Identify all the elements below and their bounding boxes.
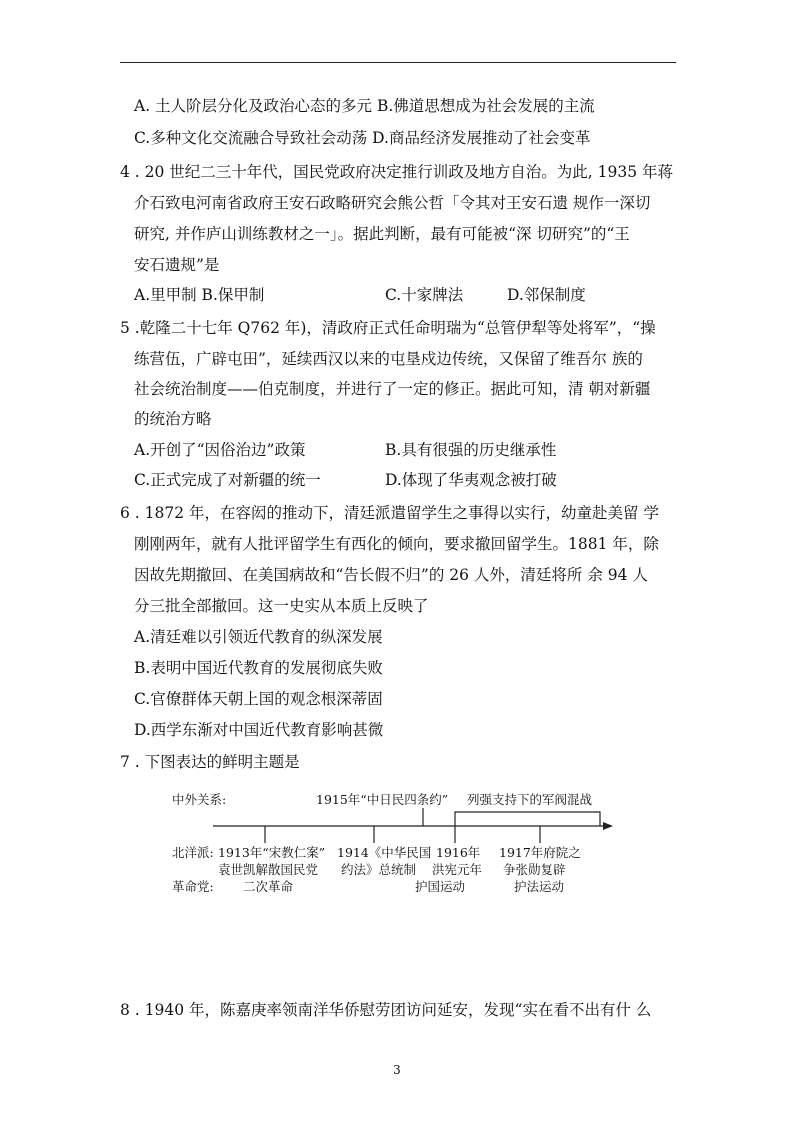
page-number: 3: [393, 1063, 401, 1077]
q4-stem-line-1: 4 . 20 世纪二三十年代，国民党政府决定推行训政及地方自治。为此, 1935 年蒋: [120, 163, 674, 181]
q5-stem-line-2: 练营伍，广辟屯田”，延续西汉以来的屯垦戍边传统，又保留了维吾尔 族的: [134, 350, 643, 368]
foreign-event-1915: 1915年“中日民四条约”: [316, 792, 449, 807]
event-1916-line-2: 洪宪元年: [432, 862, 483, 877]
q5-stem-line-1: 5 .乾隆二十七年 Q762 年)，清政府正式任命明瑞为“总管伊犁等处将军”，“操: [120, 319, 656, 337]
q5-option-a: A.开创了“因俗治边”政策: [134, 441, 306, 459]
event-1917-line-1: 1917年府院之: [499, 845, 581, 860]
q4-stem-line-2: 介石致电河南省政府王安石政略研究会熊公哲「令其对王安石遗 规作一深切: [134, 194, 651, 212]
q5-option-b: B.具有很强的历史继承性: [385, 441, 557, 459]
event-1917-line-2: 争张勋复辟: [503, 862, 566, 877]
event-1913-revolution: 二次革命: [243, 879, 294, 894]
q4-option-ab: A.里甲制 B.保甲制: [134, 286, 265, 304]
q4-stem-line-4: 安石遗规”是: [134, 256, 220, 274]
q5-option-d: D.体现了华夷观念被打破: [385, 471, 557, 489]
event-1913-line-2: 袁世凯解散国民党: [218, 862, 319, 877]
revolution-label: 革命党:: [172, 879, 214, 894]
q6-option-a: A.清廷难以引领近代教育的纵深发展: [134, 628, 383, 646]
q5-stem-line-3: 社会统治制度——伯克制度，并进行了一定的修正。据此可知，清 朝对新疆: [134, 380, 651, 398]
q6-stem-line-2: 刚刚两年，就有人批评留学生有西化的倾向，要求撤回留学生。1881 年，除: [134, 535, 659, 553]
warlord-bracket: [455, 812, 600, 826]
event-1913-line-1: 1913年“宋教仁案”: [218, 845, 326, 860]
warlord-label: 列强支持下的军阀混战: [467, 792, 593, 807]
q4-stem-line-3: 研究, 并作庐山训练教材之一」。据此判断，最有可能被“深 切研究”的“王: [134, 225, 630, 243]
q4-option-c: C.十家牌法: [385, 286, 464, 304]
header-rule: [120, 62, 676, 63]
event-1916-line-1: 1916年: [436, 845, 481, 860]
q7-stem: 7 . 下图表达的鲜明主题是: [120, 753, 300, 771]
q6-stem-line-1: 6 . 1872 年，在容闳的推动下，清廷派遣留学生之事得以实行，幼童赴美留 学: [120, 504, 659, 522]
q3-options-cd: C.多种文化交流融合导致社会动荡 D.商品经济发展推动了社会变革: [134, 129, 591, 147]
q8-stem-line-1: 8 . 1940 年，陈嘉庚率领南洋华侨慰劳团访问延安，发现“实在看不出有什 么: [120, 1001, 652, 1019]
q6-option-c: C.官僚群体天朝上国的观念根深蒂固: [134, 690, 383, 708]
foreign-relations-label: 中外关系:: [172, 792, 227, 807]
q3-options-ab: A. 土人阶层分化及政治心态的多元 B.佛道思想成为社会发展的主流: [134, 97, 595, 115]
event-1916-revolution: 护国运动: [415, 879, 466, 894]
beiyang-label: 北洋派:: [172, 845, 214, 860]
q6-option-b: B.表明中国近代教育的发展彻底失败: [134, 659, 383, 677]
q4-option-d: D.邻保制度: [507, 286, 586, 304]
event-1917-revolution: 护法运动: [514, 879, 565, 894]
q5-stem-line-4: 的统治方略: [134, 410, 212, 428]
q5-option-c: C.正式完成了对新疆的统一: [134, 471, 321, 489]
q6-option-d: D.西学东渐对中国近代教育影响甚微: [134, 721, 384, 739]
timeline-arrow-icon: [603, 822, 613, 830]
q6-stem-line-4: 分三批全部撤回。这一史实从本质上反映了: [134, 597, 429, 615]
event-1914-line-1: 1914《中华民国: [337, 845, 432, 860]
q6-stem-line-3: 因故先期撤回、在美国病故和“告长假不归”的 26 人外，清廷将所 余 94 人: [134, 566, 648, 584]
event-1914-line-2: 约法》总统制: [341, 862, 417, 877]
